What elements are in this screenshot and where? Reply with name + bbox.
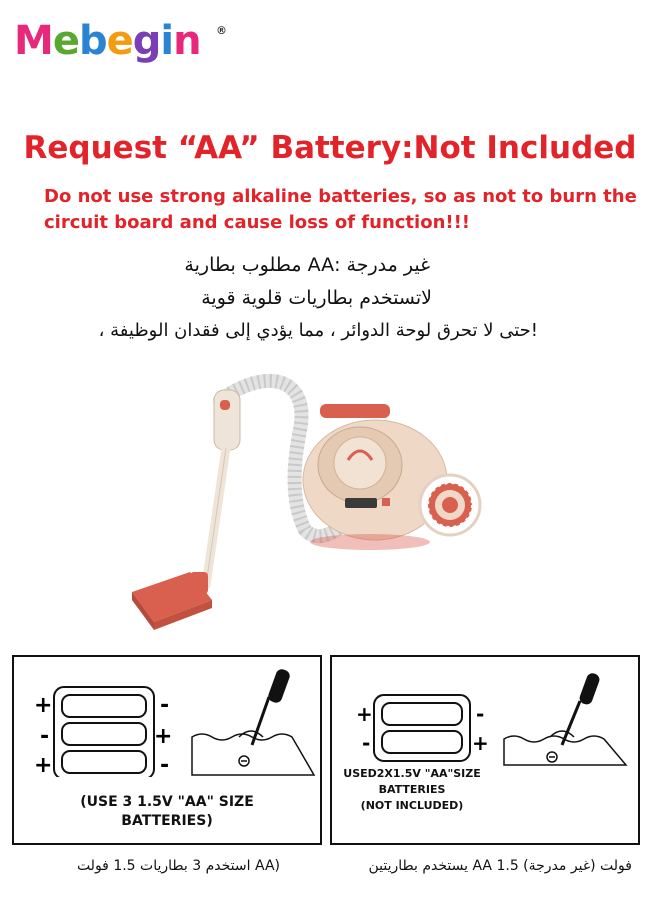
battery-compartment-2-diagram xyxy=(332,657,638,767)
svg-text:-: - xyxy=(160,693,170,718)
left-arabic-caption: (AA استخدم 3 بطاريات 1.5 فولت xyxy=(76,858,280,874)
svg-text:+: + xyxy=(472,731,489,755)
svg-text:-: - xyxy=(476,702,485,726)
logo-letter: b xyxy=(78,18,107,64)
svg-text:+: + xyxy=(34,753,53,777)
svg-text:+: + xyxy=(356,702,373,726)
svg-text:-: - xyxy=(40,724,50,749)
toy-vacuum-cleaner-illustration xyxy=(120,360,500,645)
battery-diagram-panel-right xyxy=(330,655,640,845)
arabic-line-1: غير مدرجة :AA مطلوب بطارية xyxy=(184,254,430,276)
warning-line-1: Do not use strong alkaline batteries, so as not to burn the xyxy=(44,186,637,207)
logo-letter: n xyxy=(173,18,201,64)
logo-letter: i xyxy=(160,18,174,64)
svg-text:-: - xyxy=(362,731,371,755)
logo-letter: e xyxy=(106,18,133,64)
brand-logo xyxy=(14,18,201,64)
battery-headline: Request “AA” Battery:Not Included xyxy=(23,130,637,166)
right-caption-line-1: USED2X1.5V "AA"SIZE xyxy=(343,767,481,780)
arabic-line-3: !حتى لا تحرق لوحة الدوائر ، مما يؤدي إلى فقدان الوظيفة ، xyxy=(98,320,538,341)
svg-text:-: - xyxy=(160,753,170,777)
right-caption-line-3: (NOT INCLUDED) xyxy=(360,799,464,812)
logo-letter: e xyxy=(52,18,79,64)
warning-line-2: circuit board and cause loss of function!!! xyxy=(44,212,471,233)
registered-mark: ® xyxy=(216,24,227,37)
arabic-line-2: لاتستخدم بطاريات قلوية قوية xyxy=(201,287,432,309)
battery-compartment-3-diagram xyxy=(14,657,320,777)
logo-letter: g xyxy=(132,18,161,64)
right-caption-line-2: BATTERIES xyxy=(378,783,446,796)
right-arabic-caption: فولت (غير مدرجة) AA 1.5 يستخدم بطاريتين xyxy=(368,858,632,874)
svg-text:+: + xyxy=(154,724,173,749)
logo-letter: M xyxy=(14,18,53,64)
battery-diagram-panel-left xyxy=(12,655,322,845)
left-caption-line-1: (USE 3 1.5V "AA" SIZE xyxy=(80,794,254,810)
svg-text:+: + xyxy=(34,693,53,718)
left-caption-line-2: BATTERIES) xyxy=(121,813,213,829)
